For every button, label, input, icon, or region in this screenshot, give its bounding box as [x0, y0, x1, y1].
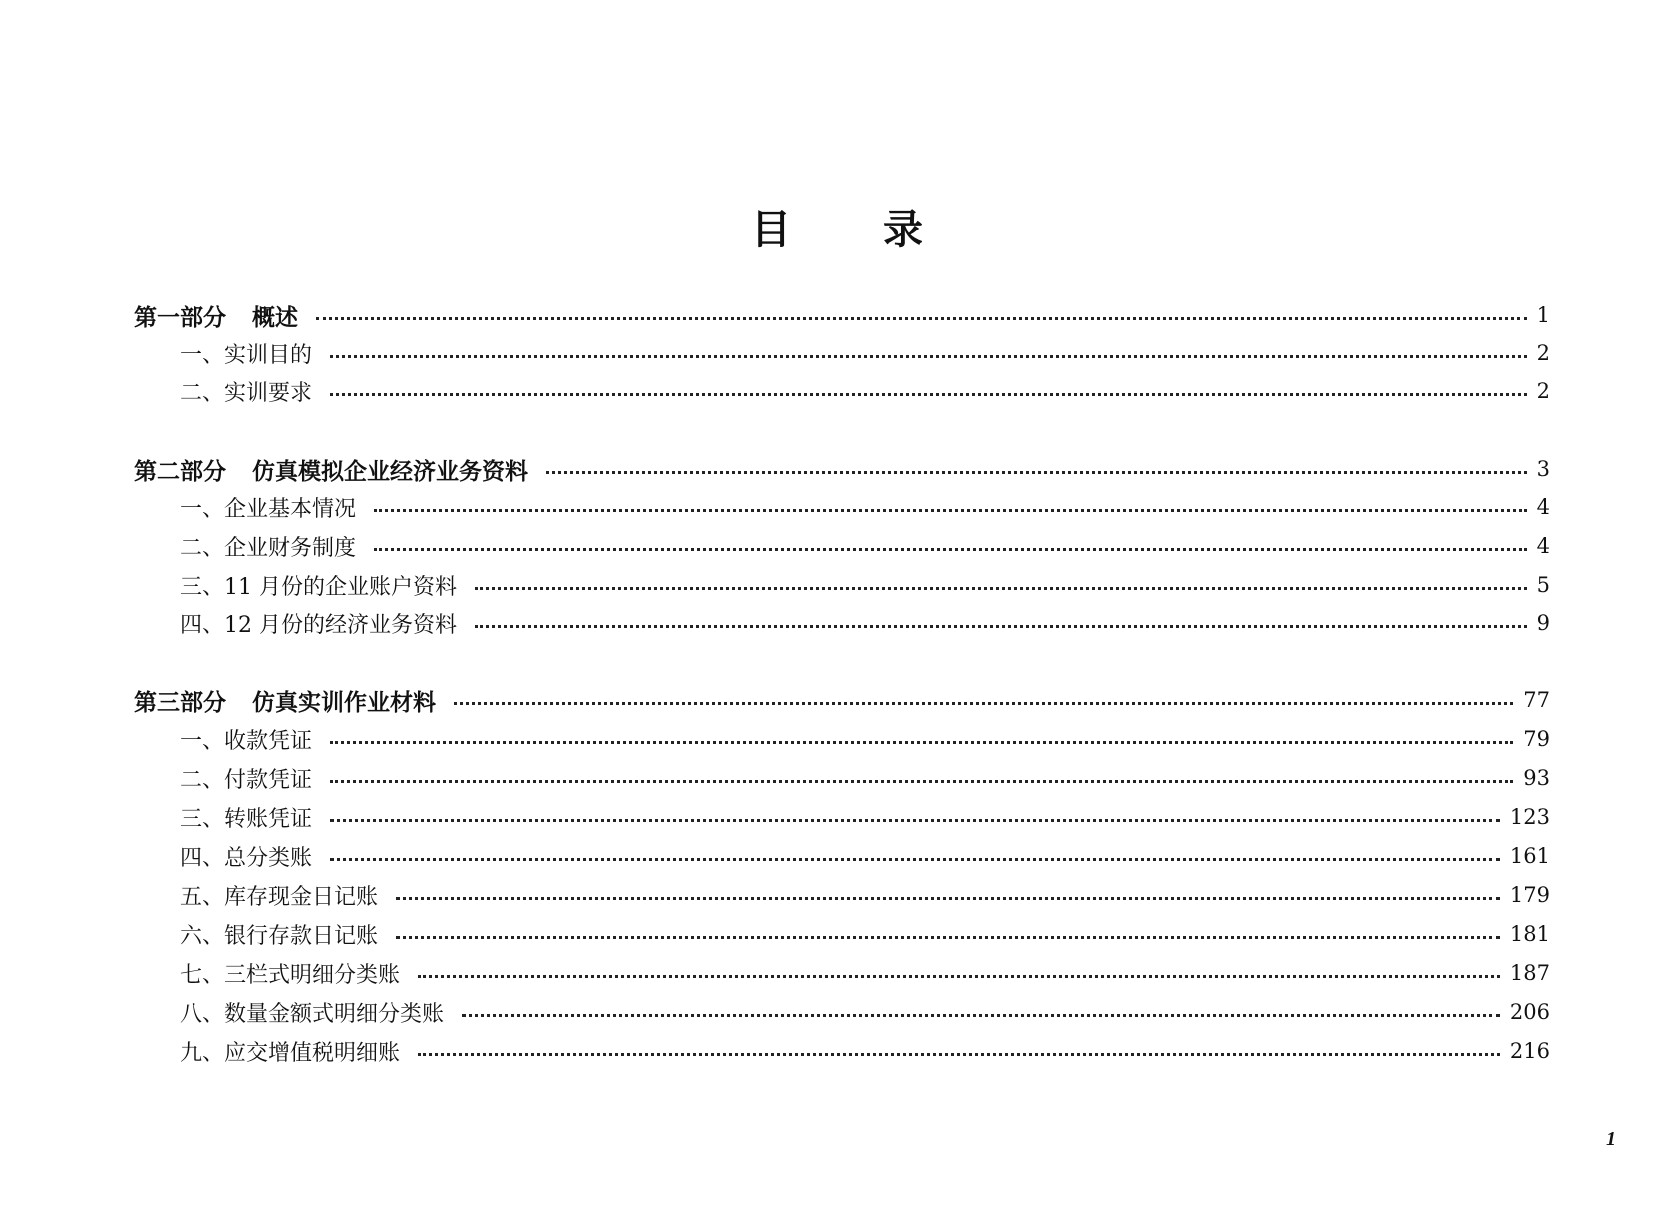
toc-page-number: 206 [1509, 1000, 1550, 1024]
toc-item[interactable] [134, 490, 1550, 524]
dot-leader [330, 741, 1513, 744]
toc-part-name: 仿真模拟企业经济业务资料 [252, 458, 528, 485]
dot-leader [396, 936, 1500, 939]
dot-leader [396, 897, 1500, 900]
page-title-right: 录 [883, 207, 925, 253]
toc-item[interactable] [134, 529, 1550, 563]
toc-item-label: 二、实训要求 [180, 380, 313, 406]
toc-page-number: 123 [1509, 805, 1550, 829]
toc-item[interactable] [134, 374, 1550, 408]
dot-leader [454, 702, 1513, 705]
toc-page-number: 93 [1523, 766, 1550, 790]
dot-leader [330, 819, 1500, 822]
toc-part-3[interactable] [134, 683, 1550, 717]
toc-page-number: 79 [1523, 727, 1550, 751]
dot-leader [475, 625, 1527, 628]
toc-item[interactable] [134, 568, 1550, 602]
dot-leader [374, 509, 1527, 512]
toc-part-name: 仿真实训作业材料 [252, 689, 436, 716]
toc-page-number: 4 [1536, 534, 1550, 558]
toc-item-label: 七、三栏式明细分类账 [180, 962, 401, 988]
toc-item-label: 三、转账凭证 [180, 806, 313, 832]
toc-item-label: 二、付款凭证 [180, 767, 313, 793]
dot-leader [418, 1053, 1500, 1056]
toc-item-label: 八、数量金额式明细分类账 [180, 1001, 445, 1027]
dot-leader [418, 975, 1500, 978]
toc-page-number: 216 [1509, 1039, 1550, 1063]
toc-item[interactable] [134, 878, 1550, 912]
toc-part-2[interactable] [134, 452, 1550, 486]
toc-item[interactable] [134, 917, 1550, 951]
toc-item[interactable] [134, 800, 1550, 834]
dot-leader [316, 317, 1527, 320]
toc-item-label: 二、企业财务制度 [180, 535, 357, 561]
toc-page-number: 161 [1509, 844, 1550, 868]
toc-item[interactable] [134, 956, 1550, 990]
toc-part-1[interactable] [134, 298, 1550, 332]
toc-item-label: 四、总分类账 [180, 845, 313, 871]
toc-page-number: 181 [1509, 922, 1550, 946]
toc-item-label: 一、收款凭证 [180, 728, 313, 754]
toc-item-label: 一、实训目的 [180, 342, 313, 368]
toc-page-number: 187 [1509, 961, 1550, 985]
toc-page-number: 5 [1536, 573, 1550, 597]
toc-part-label: 第一部分 [134, 304, 226, 331]
dot-leader [475, 587, 1527, 590]
toc-item-label: 三、11 月份的企业账户资料 [180, 574, 457, 600]
dot-leader [374, 548, 1527, 551]
toc-page-number: 2 [1536, 341, 1550, 365]
toc-item-label: 九、应交增值税明细账 [180, 1040, 401, 1066]
dot-leader [330, 393, 1527, 396]
dot-leader [330, 858, 1500, 861]
toc-part-label: 第三部分 [134, 689, 226, 716]
toc-page-number: 2 [1536, 379, 1550, 403]
toc-item-label: 五、库存现金日记账 [180, 884, 379, 910]
toc-item[interactable] [134, 606, 1550, 640]
dot-leader [462, 1014, 1500, 1017]
toc-item-label: 四、12 月份的经济业务资料 [180, 612, 457, 638]
toc-item[interactable] [134, 995, 1550, 1029]
page-title [0, 198, 1676, 255]
toc-page-number: 1 [1536, 303, 1550, 327]
toc-part-label: 第二部分 [134, 458, 226, 485]
toc-item-label: 一、企业基本情况 [180, 496, 357, 522]
toc-page-number: 9 [1536, 611, 1550, 635]
toc-item[interactable] [134, 761, 1550, 795]
toc-page-number: 3 [1536, 457, 1550, 481]
toc-part-name: 概述 [252, 304, 298, 331]
toc-item[interactable] [134, 722, 1550, 756]
footer-page-number: 1 [1606, 1128, 1616, 1150]
dot-leader [330, 355, 1527, 358]
page-title-left: 目 [751, 207, 793, 253]
dot-leader [330, 780, 1513, 783]
toc-item-label: 六、银行存款日记账 [180, 923, 379, 949]
toc-page-number: 4 [1536, 495, 1550, 519]
toc-page-number: 77 [1523, 688, 1550, 712]
toc-item[interactable] [134, 1034, 1550, 1068]
dot-leader [546, 471, 1527, 474]
toc-item[interactable] [134, 839, 1550, 873]
toc-item[interactable] [134, 336, 1550, 370]
toc-page-number: 179 [1509, 883, 1550, 907]
